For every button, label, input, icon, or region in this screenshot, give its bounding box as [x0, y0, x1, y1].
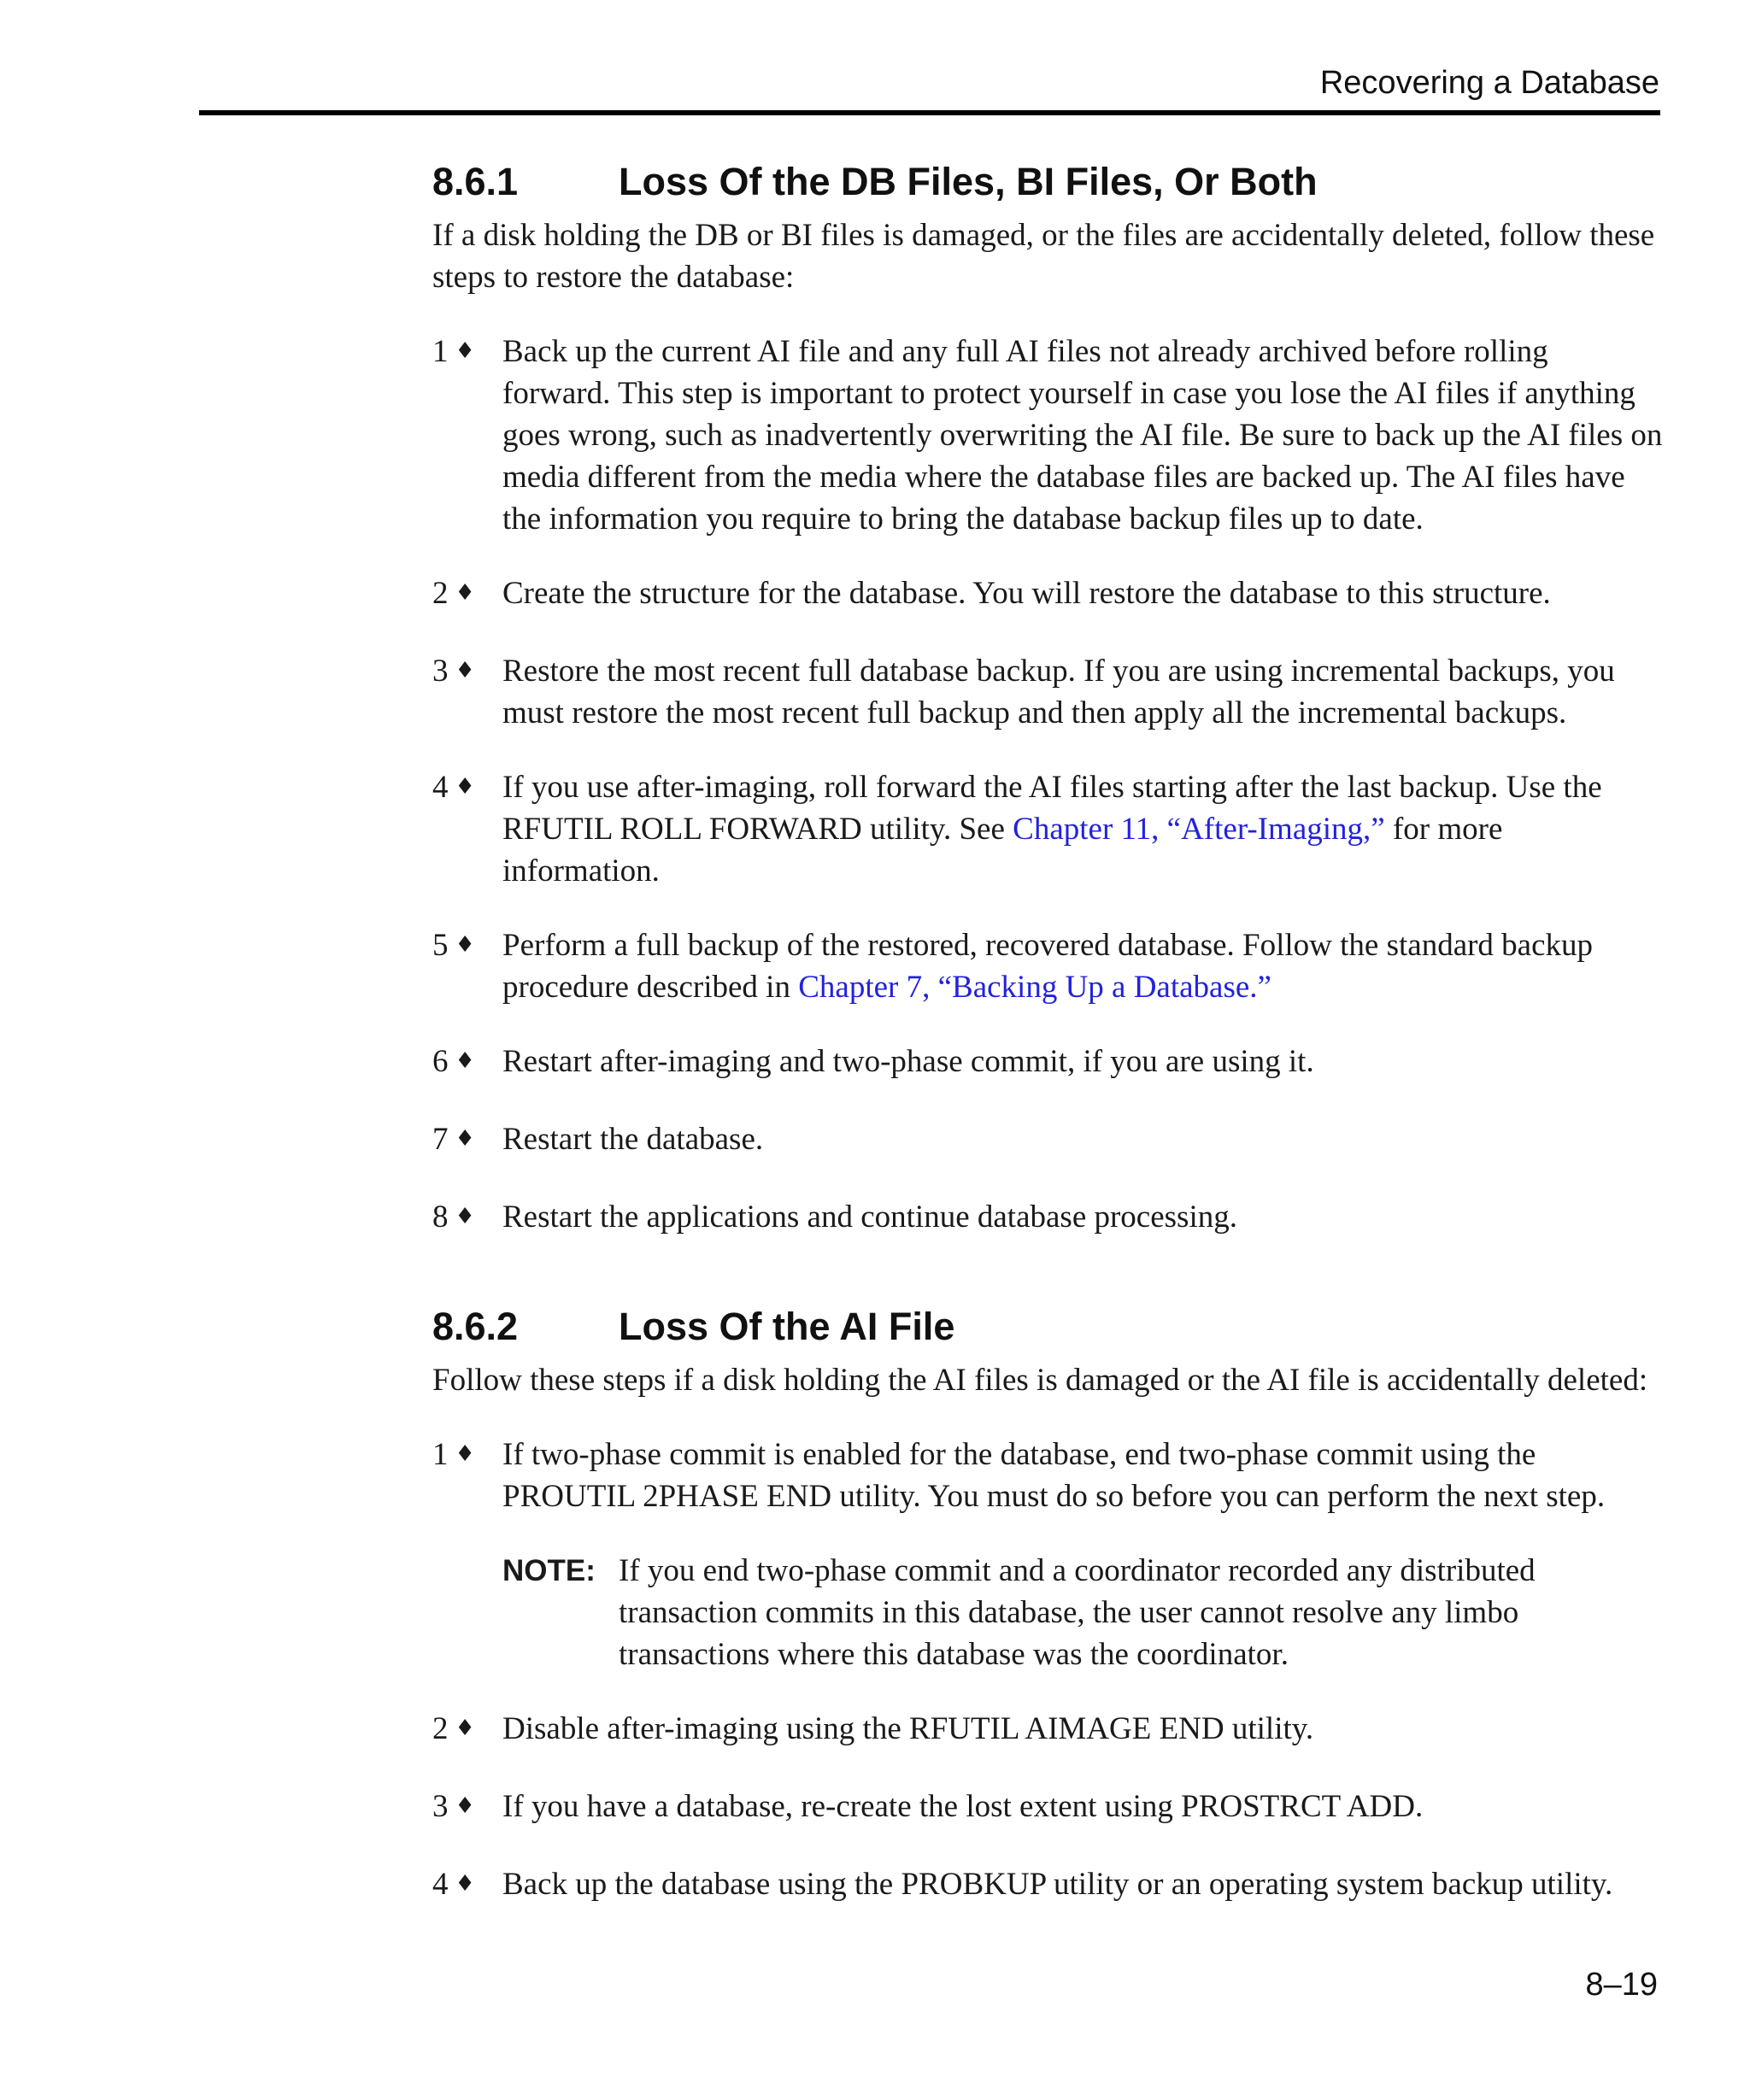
step-text: Restart the applications and continue database processing.	[502, 1200, 1237, 1235]
step-marker	[432, 1041, 502, 1086]
list-item	[432, 1118, 1663, 1164]
step-marker	[432, 572, 502, 618]
step-marker	[432, 1434, 502, 1517]
list-item	[432, 650, 1663, 734]
step-text: Restart after-imaging and two-phase commit, if you are using it.	[502, 1044, 1314, 1079]
step-number: 7	[432, 1122, 449, 1157]
step-number: 3	[432, 1789, 449, 1824]
running-header: Recovering a Database	[1319, 65, 1659, 101]
list-item	[432, 1196, 1663, 1241]
list-item	[432, 1786, 1663, 1831]
diamond-icon: ♦	[455, 338, 475, 364]
step-text	[502, 766, 1663, 892]
step-list	[432, 1434, 1663, 1909]
step-text-after-link: for more information.	[502, 812, 1503, 889]
section-heading	[432, 155, 1663, 209]
section-intro: If a disk holding the DB or BI files is damaged, or the files are accidentally deleted, follow these steps to restore the database:	[432, 218, 1655, 295]
step-marker	[432, 1786, 502, 1831]
step-text: Disable after-imaging using the RFUTIL AIMAGE END utility.	[502, 1711, 1314, 1746]
diamond-icon: ♦	[455, 1048, 475, 1074]
step-marker	[432, 766, 502, 892]
step-marker	[432, 924, 502, 1008]
diamond-icon: ♦	[455, 1126, 475, 1152]
list-item	[432, 924, 1663, 1008]
step-text: If you have a database, re-create the lost extent using PROSTRCT ADD.	[502, 1789, 1424, 1824]
section-8-6-2	[432, 1299, 1663, 1909]
step-list	[432, 331, 1663, 1241]
section-number: 8.6.2	[432, 1305, 519, 1348]
step-number: 2	[432, 1711, 449, 1746]
section-heading	[432, 1299, 1663, 1354]
diamond-icon: ♦	[455, 658, 475, 683]
step-number: 4	[432, 1867, 449, 1902]
step-number: 3	[432, 654, 449, 689]
step-marker	[432, 650, 502, 734]
step-number: 4	[432, 770, 449, 805]
list-item	[432, 1708, 1663, 1753]
diamond-icon: ♦	[455, 1793, 475, 1819]
note-block	[502, 1550, 1663, 1675]
step-text: Restore the most recent full database backup. If you are using incremental backups, you must restore the most recent full backup and then apply all the incremental backups.	[502, 654, 1615, 730]
step-marker	[432, 331, 502, 540]
step-text: If two-phase commit is enabled for the database, end two-phase commit using the PROUTIL 2PHASE END utility. You must do so before you can perform the next step.	[502, 1437, 1606, 1514]
list-item	[432, 1434, 1663, 1517]
list-item	[432, 1041, 1663, 1086]
list-item	[432, 766, 1663, 892]
section-title: Loss Of the DB Files, BI Files, Or Both	[619, 160, 1318, 203]
page-number: 8–19	[1585, 1967, 1658, 2003]
section-8-6-1	[432, 155, 1663, 1241]
step-number: 1	[432, 1437, 449, 1472]
step-marker	[432, 1118, 502, 1164]
step-text: Back up the database using the PROBKUP utility or an operating system backup utility.	[502, 1867, 1613, 1902]
step-text-before-link: If you use after-imaging, roll forward the AI files starting after the last backup. Use the RFUTIL ROLL FORWARD utility. See	[502, 770, 1602, 847]
section-title: Loss Of the AI File	[619, 1305, 955, 1348]
list-item	[432, 572, 1663, 618]
step-text: Back up the current AI file and any full AI files not already archived before rolling forward. This step is important to protect yourself in case you lose the AI files if anything goes wrong, such as inadvertently overwriting the AI file. Be sure to back up the AI files on media different from the media where the database files are backed up. The AI files have the information you require to bring the database backup files up to date.	[502, 334, 1663, 537]
chapter-11-link[interactable]: Chapter 11, “After-Imaging,”	[1013, 812, 1385, 847]
chapter-7-link[interactable]: Chapter 7, “Backing Up a Database.”	[798, 970, 1271, 1005]
step-text	[502, 924, 1663, 1008]
step-number: 6	[432, 1044, 449, 1079]
list-item	[432, 1863, 1663, 1909]
step-text: Create the structure for the database. You will restore the database to this structure.	[502, 576, 1551, 611]
note-label: NOTE:	[502, 1554, 596, 1587]
diamond-icon: ♦	[455, 774, 475, 800]
diamond-icon: ♦	[455, 1204, 475, 1229]
list-item	[432, 331, 1663, 540]
diamond-icon: ♦	[455, 1871, 475, 1897]
step-number: 1	[432, 334, 449, 369]
note-text: If you end two-phase commit and a coordinator recorded any distributed transaction commits in this database, the user cannot resolve any limbo transactions where this database was the coordinator.	[619, 1553, 1536, 1672]
step-text: Restart the database.	[502, 1122, 764, 1157]
diamond-icon: ♦	[455, 1441, 475, 1467]
diamond-icon: ♦	[455, 932, 475, 958]
section-number: 8.6.1	[432, 160, 519, 203]
diamond-icon: ♦	[455, 1716, 475, 1741]
step-marker	[432, 1863, 502, 1909]
step-text-before-link: Perform a full backup of the restored, recovered database. Follow the standard backup procedure described in	[502, 928, 1594, 1005]
step-number: 5	[432, 928, 449, 963]
step-number: 2	[432, 576, 449, 611]
step-marker	[432, 1196, 502, 1241]
section-intro: Follow these steps if a disk holding the AI files is damaged or the AI file is accidentally deleted:	[432, 1363, 1648, 1398]
diamond-icon: ♦	[455, 580, 475, 606]
page-content	[432, 155, 1663, 1941]
step-number: 8	[432, 1200, 449, 1235]
header-rule	[199, 110, 1660, 115]
step-marker	[432, 1708, 502, 1753]
